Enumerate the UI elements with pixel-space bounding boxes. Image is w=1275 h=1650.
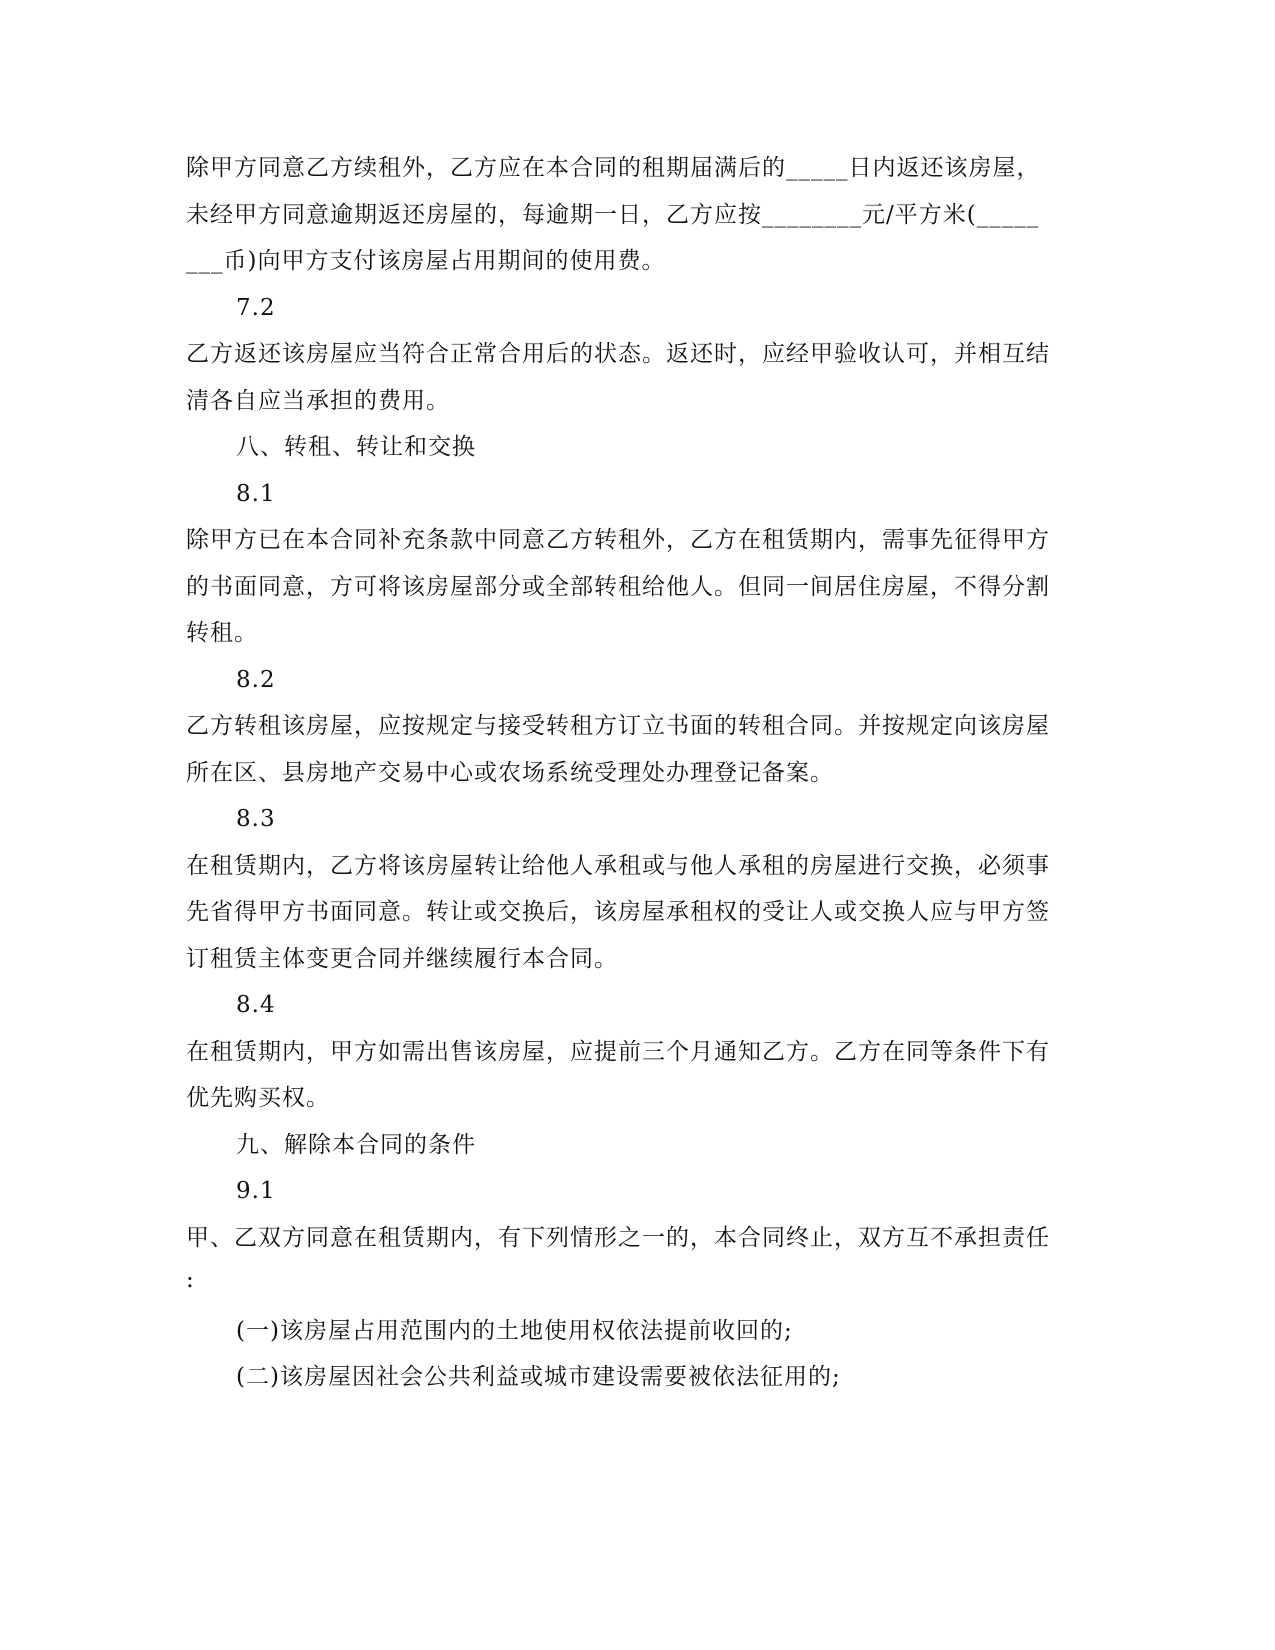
section-number: 8.4 xyxy=(236,992,276,1018)
text-line: 的书面同意，方可将该房屋部分或全部转租给他人。但同一间居住房屋，不得分割 xyxy=(186,574,1050,600)
section-heading: 八、转租、转让和交换 xyxy=(236,434,476,460)
document-page xyxy=(186,0,1086,1650)
text-line: 清各自应当承担的费用。 xyxy=(186,388,450,414)
text-line: 优先购买权。 xyxy=(186,1085,330,1111)
text-line: 乙方转租该房屋，应按规定与接受转租方订立书面的转租合同。并按规定向该房屋 xyxy=(186,713,1050,739)
text-line: 未经甲方同意逾期返还房屋的，每逾期一日，乙方应按________元/平方米(_____ xyxy=(186,202,1040,228)
section-number: 8.2 xyxy=(236,667,276,693)
text-line: 除甲方已在本合同补充条款中同意乙方转租外，乙方在租赁期内，需事先征得甲方 xyxy=(186,527,1050,553)
list-item: (一)该房屋占用范围内的土地使用权依法提前收回的; xyxy=(236,1318,793,1344)
text-line: : xyxy=(186,1267,195,1293)
section-number: 8.3 xyxy=(236,806,276,832)
section-number: 9.1 xyxy=(236,1178,276,1204)
text-line: 甲、乙双方同意在租赁期内，有下列情形之一的，本合同终止，双方互不承担责任 xyxy=(186,1225,1050,1251)
text-line: 在租赁期内，乙方将该房屋转让给他人承租或与他人承租的房屋进行交换，必须事 xyxy=(186,853,1050,879)
text-line: 乙方返还该房屋应当符合正常合用后的状态。返还时，应经甲验收认可，并相互结 xyxy=(186,341,1050,367)
text-line: 订租赁主体变更合同并继续履行本合同。 xyxy=(186,946,618,972)
section-number: 7.2 xyxy=(236,295,276,321)
list-item: (二)该房屋因社会公共利益或城市建设需要被依法征用的; xyxy=(236,1364,841,1390)
text-line: 先省得甲方书面同意。转让或交换后，该房屋承租权的受让人或交换人应与甲方签 xyxy=(186,899,1050,925)
text-line: 在租赁期内，甲方如需出售该房屋，应提前三个月通知乙方。乙方在同等条件下有 xyxy=(186,1039,1050,1065)
text-line: 所在区、县房地产交易中心或农场系统受理处办理登记备案。 xyxy=(186,760,834,786)
text-line: ___币)向甲方支付该房屋占用期间的使用费。 xyxy=(186,248,666,274)
section-number: 8.1 xyxy=(236,481,276,507)
text-line: 转租。 xyxy=(186,620,258,646)
section-heading: 九、解除本合同的条件 xyxy=(236,1132,476,1158)
text-line: 除甲方同意乙方续租外，乙方应在本合同的租期届满后的_____日内返还该房屋， xyxy=(186,155,1041,181)
